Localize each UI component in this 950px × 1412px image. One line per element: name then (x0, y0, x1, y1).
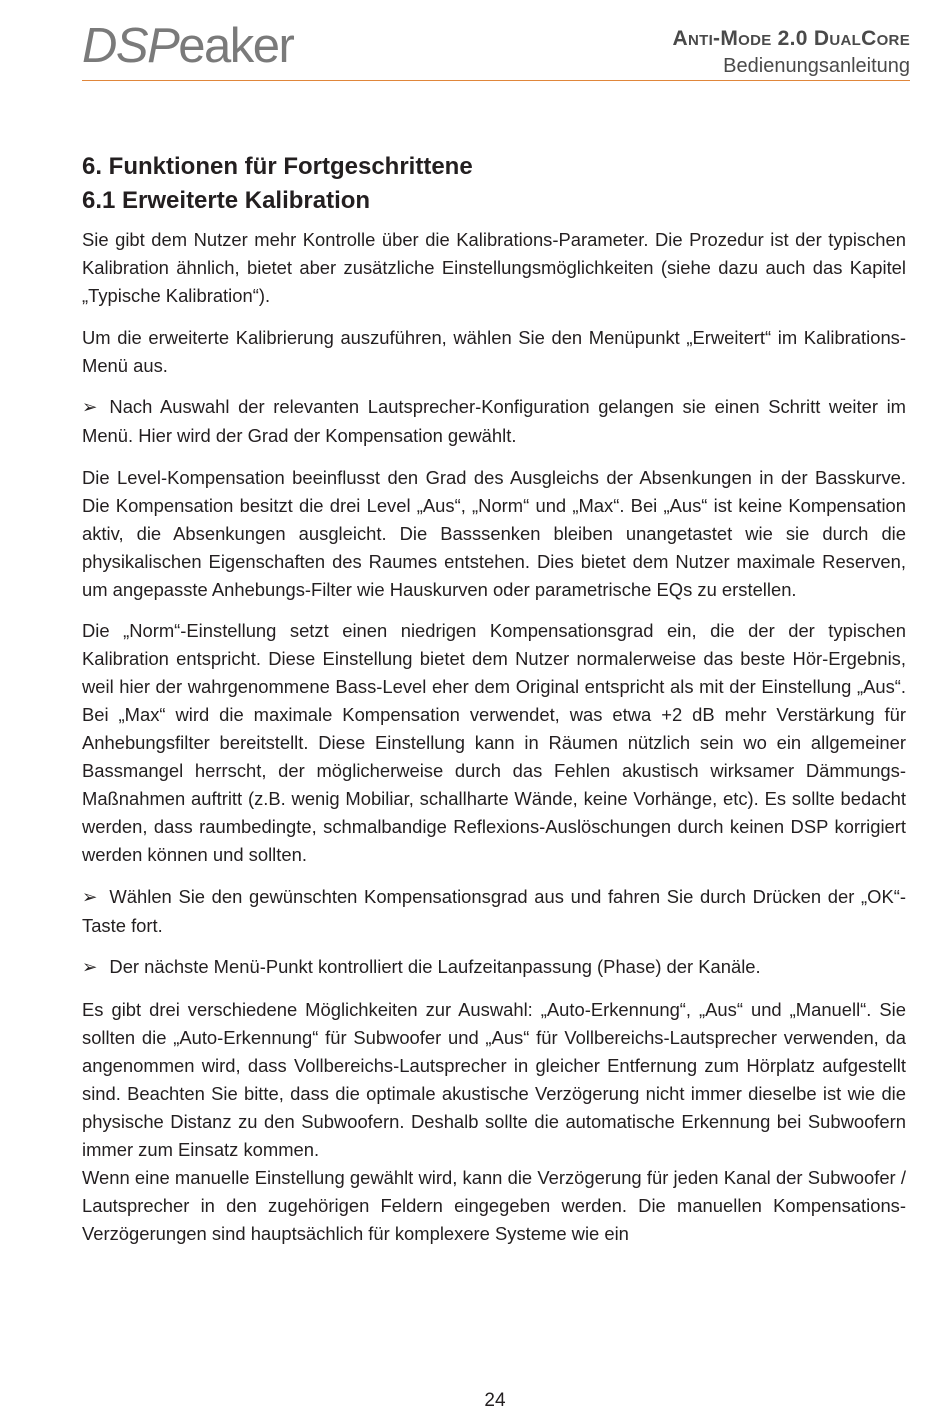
arrow-bullet-icon: ➢ (82, 886, 98, 908)
manual-subtitle: Bedienungsanleitung (723, 55, 910, 77)
paragraph-intro: Sie gibt dem Nutzer mehr Kontrolle über die Kalibrations-Parameter. Die Prozedur ist der typischen Kalibration ähnlich, bietet aber zusätzliche Einstellungsmöglichkeiten (siehe dazu auch das Kapitel „Typische Kalibration“). (82, 229, 906, 306)
page-number: 24 (484, 1390, 506, 1411)
paragraph-manual-delay: Wenn eine manuelle Einstellung gewählt wird, kann die Verzögerung für jeden Kanal der Subwoofer / Lautsprecher in den zugehörigen Feldern eingegeben werden. Die manuellen Kompensations-Verzögerungen sind hauptsächlich für komplexere Systeme wie ein (82, 1166, 906, 1244)
bullet-phase-menu: ➢ Der nächste Menü-Punkt kontrolliert die Laufzeitanpassung (Phase) der Kanäle. (82, 956, 761, 978)
paragraph-delay-options: Es gibt drei verschiedene Möglichkeiten zur Auswahl: „Auto-Erkennung“, „Aus“ und „Manuell“. Sie sollten die „Auto-Erkennung“ für Subwoofer und „Aus“ für Vollbereichs-Lautsprecher verwenden, da angenommen wird, dass Vollbereichs-Lautsprecher in gleicher Entfernung zum Hörplatz aufgestellt sind. Beachten Sie bitte, dass die optimale akustische Verzögerung nicht immer dieselbe ist wie die physische Distanz zu den Subwoofern. Deshalb sollte die automatische Erkennung bei Subwoofern immer zum Einsatz kommen. (82, 998, 906, 1160)
paragraph-level-compensation: Die Level-Kompensation beeinflusst den Grad des Ausgleichs der Absenkungen in der Basskurve. Die Kompensation besitzt die drei Level „Aus“, „Norm“ und „Max“. Bei „Aus“ ist keine Kompensation aktiv, die Absenkungen ausgleicht. Die Basssenken bleiben unangetastet wie sie durch die physikalischen Eigenschaften des Raumes entstehen. Dies bietet dem Nutzer maximale Reserven, um angepasste Anhebungs-Filter wie Hauskurven oder parametrische EQs zu erstellen. (82, 466, 906, 600)
bullet-speaker-config: ➢ Nach Auswahl der relevanten Lautsprecher-Konfiguration gelangen sie einen Schritt weiter im Menü. Hier wird der Grad der Kompensation gewählt. (82, 396, 906, 446)
dspeaker-logo: DSPeaker (82, 19, 294, 73)
section-title: 6. Funktionen für Fortgeschrittene (82, 153, 473, 180)
product-name: ANTI-MODE 2.0 DUALCORE (672, 27, 910, 50)
page-header (82, 18, 910, 81)
page-content (82, 150, 906, 1261)
subsection-title: 6.1 Erweiterte Kalibration (82, 187, 371, 214)
bullet-select-compensation: ➢ Wählen Sie den gewünschten Kompensationsgrad aus und fahren Sie durch Drücken der „OK“-Taste fort. (82, 885, 906, 936)
arrow-bullet-icon: ➢ (82, 957, 98, 978)
paragraph-norm-setting: Die „Norm“-Einstellung setzt einen niedrigen Kompensationsgrad ein, die der der typischen Kalibration entspricht. Diese Einstellung bietet dem Nutzer normalerweise das beste Hör-Ergebnis, weil hier der wahrgenommene Bass-Level eher dem Original entspricht als mit der Einstellung „Aus“. Bei „Max“ wird die maximale Kompensation verwendet, was etwa +2 dB mehr Verstärkung für Anhebungsfilter bereitstellt. Diese Einstellung kann in Räumen nützlich sein wo ein allgemeiner Bassmangel herrscht, der möglicherweise durch das Fehlen akustisch wirksamer Dämmungs-Maßnahmen auftritt (z.B. wenig Mobiliar, schallharte Wände, keine Vorhänge, etc). Es sollte bedacht werden, dass raumbedingte, schmalbandige Reflexions-Auslöschungen durch keinen DSP korrigiert werden können und sollten. (82, 620, 906, 865)
arrow-bullet-icon: ➢ (82, 397, 98, 418)
paragraph-menu: Um die erweiterte Kalibrierung auszuführen, wählen Sie den Menüpunkt „Erweitert“ im Kalibrations-Menü aus. (82, 326, 906, 376)
